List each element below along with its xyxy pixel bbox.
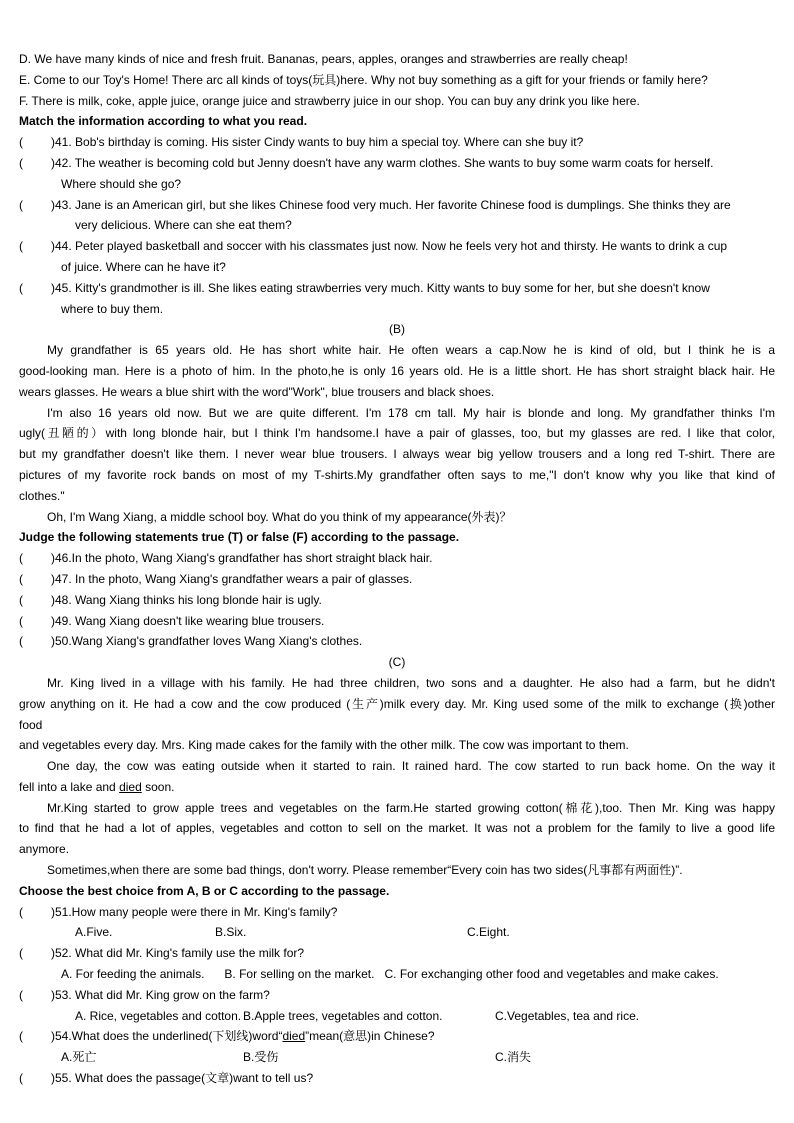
question-53-options <box>19 1006 775 1027</box>
option-e: E. Come to our Toy's Home! There arc all kinds of toys(玩具)here. Why not buy something as a gift for your friends or family here? <box>19 72 708 87</box>
passage-c-p1-line1: Mr. King lived in a village with his family. He had three children, two sons and a daughter. He also had a farm, but he didn't <box>47 675 775 690</box>
answer-blank[interactable]: ( <box>19 571 23 586</box>
section-b-heading: (B) <box>389 322 405 337</box>
section-a-instruction: Match the information according to what you read. <box>19 114 308 129</box>
answer-blank[interactable]: ( <box>19 946 23 961</box>
question-54: ( )54.What does the underlined(下划线)word“died”mean(意思)in Chinese? <box>19 1026 775 1047</box>
choice-b[interactable]: B.受伤 <box>243 1050 279 1065</box>
underlined-word: died <box>282 1029 306 1044</box>
question-51-options <box>19 922 775 943</box>
answer-blank[interactable]: ( <box>19 135 23 150</box>
choice-a[interactable]: A. Rice, vegetables and cotton. <box>75 1008 242 1023</box>
answer-blank[interactable]: ( <box>19 613 23 628</box>
passage-c-p3-line3: anymore. <box>19 842 70 857</box>
worksheet-page <box>19 49 775 1089</box>
question-54-options <box>19 1047 775 1068</box>
answer-blank[interactable]: ( <box>19 1029 23 1044</box>
section-c-heading: (C) <box>388 655 406 670</box>
passage-c-p3-line1: Mr.King started to grow apple trees and vegetables on the farm.He started growing cotton(棉花),too. Then Mr. King was happy <box>47 800 775 815</box>
section-c-instruction: Choose the best choice from A, B or C according to the passage. <box>19 883 390 898</box>
answer-blank[interactable]: ( <box>19 239 23 254</box>
question-44-cont: of juice. Where can he have it? <box>61 259 226 274</box>
question-42-cont: Where should she go? <box>61 176 182 191</box>
passage-b-p2-line2: ugly(丑陋的）with long blonde hair, but I think I'm handsome.I have a pair of glasses, too, but my glasses are red. I like that color, <box>19 426 775 441</box>
passage-b-p3: Oh, I'm Wang Xiang, a middle school boy. What do you think of my appearance(外表)？ <box>47 509 512 524</box>
passage-c-p4: Sometimes,when there are some bad things, don't worry. Please remember“Every coin has two sides(凡事都有两面性)”. <box>47 863 683 878</box>
answer-blank[interactable]: ( <box>19 987 23 1002</box>
question-55: ( )55. What does the passage(文章)want to tell us? <box>19 1068 775 1089</box>
question-50: ( )50.Wang Xiang's grandfather loves Wang Xiang's clothes. <box>19 631 775 652</box>
choice-b[interactable]: B.Six. <box>215 925 247 940</box>
choice-c[interactable]: C.Eight. <box>467 925 510 940</box>
question-43: ( )43. Jane is an American girl, but she likes Chinese food very much. Her favorite Chinese food is dumplings. She thinks they are <box>19 195 775 216</box>
question-47: ( )47. In the photo, Wang Xiang's grandfather wears a pair of glasses. <box>19 569 775 590</box>
question-52-options: A. For feeding the animals. B. For selling on the market. C. For exchanging other food and vegetables and make cakes. <box>61 967 719 982</box>
question-48: ( )48. Wang Xiang thinks his long blonde hair is ugly. <box>19 590 775 611</box>
passage-b-p1-line2: good-looking man. Here is a photo of him. In the photo,he is only 16 years old. He is a little short. He has short straight black hair. He <box>19 363 775 378</box>
passage-c-p2-line1: One day, the cow was eating outside when it started to rain. It rained hard. The cow started to run back home. On the way it <box>47 759 775 774</box>
question-45: ( )45. Kitty's grandmother is ill. She likes eating strawberries very much. Kitty wants to buy some for her, but she doesn't know <box>19 278 775 299</box>
choice-b[interactable]: B.Apple trees, vegetables and cotton. <box>243 1008 443 1023</box>
question-49: ( )49. Wang Xiang doesn't like wearing blue trousers. <box>19 611 775 632</box>
answer-blank[interactable]: ( <box>19 1071 23 1086</box>
passage-b-p2-line4: pictures of my favorite rock bands on most of my T-shirts.My grandfather often says to me,"I don't know why you like that kind of <box>19 467 775 482</box>
question-42: ( )42. The weather is becoming cold but Jenny doesn't have any warm clothes. She wants to buy some warm coats for herself. <box>19 153 775 174</box>
answer-blank[interactable]: ( <box>19 904 23 919</box>
passage-c-p1-line2: grow anything on it. He had a cow and the cow produced (生产)milk every day. Mr. King used some of the milk to exchange (换)other <box>19 696 775 711</box>
answer-blank[interactable]: ( <box>19 634 23 649</box>
passage-b-p2-line5: clothes." <box>19 488 65 503</box>
answer-blank[interactable]: ( <box>19 592 23 607</box>
choice-c[interactable]: C.消失 <box>495 1050 532 1065</box>
section-b-instruction: Judge the following statements true (T) or false (F) according to the passage. <box>19 530 460 545</box>
choice-c[interactable]: C.Vegetables, tea and rice. <box>495 1008 640 1023</box>
passage-b-p2-line1: I'm also 16 years old now. But we are quite different. I'm 178 cm tall. My hair is blonde and long. My grandfather thinks I'm <box>47 405 775 420</box>
underlined-word: died <box>119 779 142 794</box>
question-43-cont: very delicious. Where can she eat them? <box>75 218 292 233</box>
choice-a[interactable]: A.死亡 <box>61 1050 97 1065</box>
passage-c-p2-line2: fell into a lake and died soon. <box>19 779 175 794</box>
passage-c-p1-line3: food <box>19 717 43 732</box>
option-d: D. We have many kinds of nice and fresh fruit. Bananas, pears, apples, oranges and strawberries are really cheap! <box>19 52 628 66</box>
question-41: ( )41. Bob's birthday is coming. His sister Cindy wants to buy him a special toy. Where can she buy it? <box>19 132 775 153</box>
passage-b-p1-line3: wears glasses. He wears a blue shirt with the word"Work", blue trousers and black shoes. <box>19 384 495 399</box>
question-53: ( )53. What did Mr. King grow on the farm? <box>19 985 775 1006</box>
passage-c-p3-line2: to find that he had a lot of apples, vegetables and cotton to sell on the market. It was not a problem for the family to live a good life <box>19 821 775 836</box>
question-46: ( )46.In the photo, Wang Xiang's grandfather has short straight black hair. <box>19 548 775 569</box>
choice-a[interactable]: A.Five. <box>75 925 113 940</box>
question-45-cont: where to buy them. <box>61 301 164 316</box>
question-52: ( )52. What did Mr. King's family use the milk for? <box>19 943 775 964</box>
passage-b-p1-line1: My grandfather is 65 years old. He has short white hair. He often wears a cap.Now he is kind of old, but I think he is a <box>47 343 775 358</box>
question-44: ( )44. Peter played basketball and soccer with his classmates just now. Now he feels very hot and thirsty. He wants to drink a cup <box>19 236 775 257</box>
option-f: F. There is milk, coke, apple juice, orange juice and strawberry juice in our shop. You can buy any drink you like here. <box>19 93 640 108</box>
passage-b-p2-line3: but my grandfather doesn't like them. I never wear blue trousers. I always wear big yellow trousers and a long red T-shirt. There are <box>19 447 775 462</box>
answer-blank[interactable]: ( <box>19 155 23 170</box>
question-51: ( )51.How many people were there in Mr. King's family? <box>19 902 775 923</box>
answer-blank[interactable]: ( <box>19 280 23 295</box>
answer-blank[interactable]: ( <box>19 197 23 212</box>
answer-blank[interactable]: ( <box>19 551 23 566</box>
passage-c-p1-line4: and vegetables every day. Mrs. King made cakes for the family with the other milk. The cow was important to them. <box>19 738 629 753</box>
